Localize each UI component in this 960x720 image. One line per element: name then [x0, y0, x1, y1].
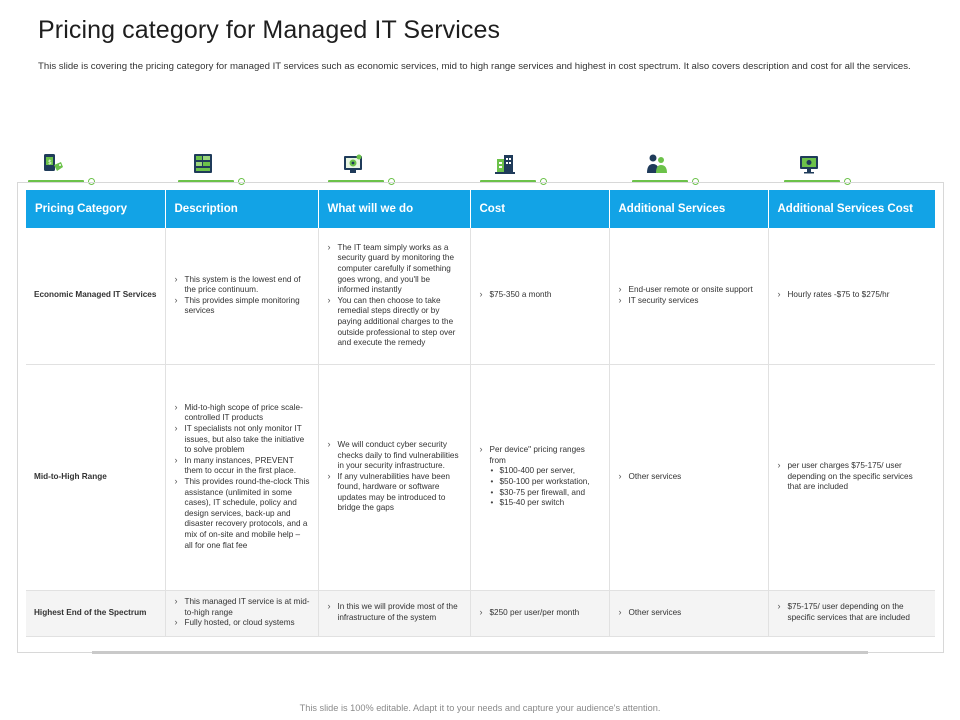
- row-category: Highest End of the Spectrum: [26, 590, 165, 636]
- list-item: › per user charges $75-175/ user depending on the specific services that are included: [777, 461, 928, 493]
- cost-intro: Per device" pricing ranges from: [489, 445, 585, 465]
- row-cost: [470, 228, 609, 364]
- list-item: › $75-350 a month: [479, 290, 601, 301]
- header-additional-services: Additional Services: [609, 190, 768, 228]
- list-item: › Other services: [618, 472, 760, 483]
- table-row: [26, 364, 935, 590]
- footer-note: This slide is 100% editable. Adapt it to your needs and capture your audience's attention.: [299, 703, 661, 713]
- header-additional-services-cost: Additional Services Cost: [768, 190, 935, 228]
- sub-list-item: • $15-40 per switch: [490, 498, 601, 509]
- row-additional-services: [609, 364, 768, 590]
- list-item: › The IT team simply works as a security guard by monitoring the computer carefully if something goes wrong, and you'll be informed instantly: [327, 243, 462, 296]
- price-tag-icon: [42, 152, 64, 176]
- list-item: › This provides round-the-clock This assistance (unlimited in some cases), IT schedule, policy and design services, back-up and disaster recovery protocols, and a mix of on-site and mobile help – all for one flat fee: [174, 477, 310, 551]
- list-item: › Hourly rates -$75 to $275/hr: [777, 290, 928, 301]
- row-description: [165, 590, 318, 636]
- list-item: › In this we will provide most of the infrastructure of the system: [327, 602, 462, 623]
- list-item: › End-user remote or onsite support: [618, 285, 760, 296]
- row-description: [165, 364, 318, 590]
- row-cost: [470, 590, 609, 636]
- monitor-icon: [798, 152, 820, 176]
- row-cost: [470, 364, 609, 590]
- settings-monitor-icon: [342, 152, 364, 176]
- row-additional-services-cost: [768, 364, 935, 590]
- row-what-we-do: [318, 364, 470, 590]
- row-what-we-do: [318, 228, 470, 364]
- list-item: [479, 445, 601, 509]
- bottom-divider: [92, 651, 868, 654]
- row-additional-services: [609, 590, 768, 636]
- list-item: › Mid-to-high scope of price scale-controlled IT products: [174, 403, 310, 424]
- list-item: › Fully hosted, or cloud systems: [174, 618, 310, 629]
- team-icon: [646, 152, 668, 176]
- table-row: [26, 228, 935, 364]
- sub-list-item: • $50-100 per workstation,: [490, 477, 601, 488]
- header-pricing-category: Pricing Category: [26, 190, 165, 228]
- table-header-row: [26, 190, 935, 228]
- list-item: › In many instances, PREVENT them to occur in the first place.: [174, 456, 310, 477]
- list-item: › $75-175/ user depending on the specific services that are included: [777, 602, 928, 623]
- list-item: › We will conduct cyber security checks daily to find vulnerabilities in your security infrastructure.: [327, 440, 462, 472]
- svg-text:$: $: [48, 159, 52, 166]
- pricing-table: [26, 190, 935, 637]
- row-category: Economic Managed IT Services: [26, 228, 165, 364]
- list-item: › You can then choose to take remedial steps directly or by paying additional charges to the outside professional to step over and execute the remedy: [327, 296, 462, 349]
- list-item: › This provides simple monitoring services: [174, 296, 310, 317]
- row-what-we-do: [318, 590, 470, 636]
- row-description: [165, 228, 318, 364]
- document-list-icon: [192, 152, 214, 176]
- list-item: › IT specialists not only monitor IT issues, but also take the initiative to solve problem: [174, 424, 310, 456]
- sub-list-item: • $30-75 per firewall, and: [490, 488, 601, 499]
- row-additional-services-cost: [768, 590, 935, 636]
- list-item: › IT security services: [618, 296, 760, 307]
- sub-list-item: • $100-400 per server,: [490, 466, 601, 477]
- list-item: › Other services: [618, 608, 760, 619]
- list-item: › $250 per user/per month: [479, 608, 601, 619]
- row-additional-services-cost: [768, 228, 935, 364]
- list-item: › This system is the lowest end of the price continuum.: [174, 275, 310, 296]
- row-additional-services: [609, 228, 768, 364]
- table-row: [26, 590, 935, 636]
- header-what-will-we-do: What will we do: [318, 190, 470, 228]
- list-item: › This managed IT service is at mid-to-high range: [174, 597, 310, 618]
- slide-subtitle: This slide is covering the pricing category for managed IT services such as economic services, mid to high range services and highest in cost spectrum. It also covers description and cost for all the services.: [38, 61, 911, 72]
- slide-title: Pricing category for Managed IT Services: [38, 16, 501, 44]
- header-cost: Cost: [470, 190, 609, 228]
- building-icon: [494, 152, 516, 176]
- list-item: › If any vulnerabilities have been found, hardware or software updates may be introduced to bridge the gaps: [327, 472, 462, 514]
- row-category: Mid-to-High Range: [26, 364, 165, 590]
- header-description: Description: [165, 190, 318, 228]
